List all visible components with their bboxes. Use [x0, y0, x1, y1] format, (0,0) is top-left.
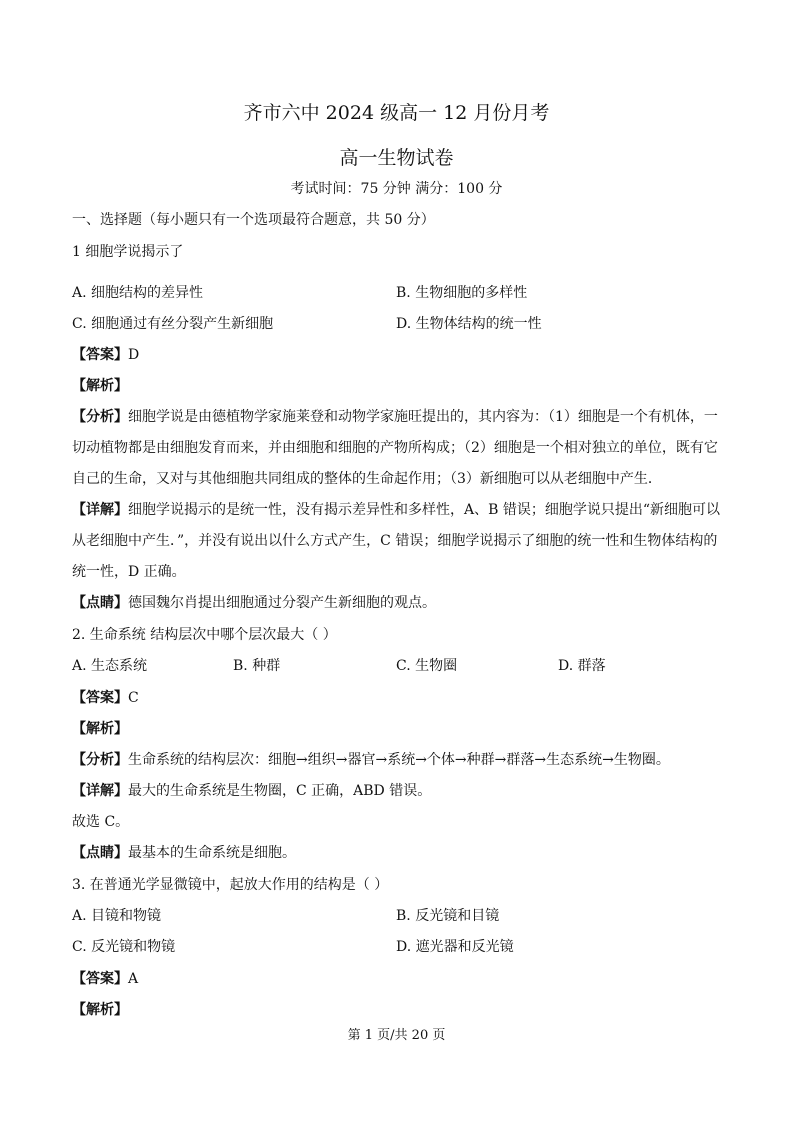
dianjing-text: 德国魏尔肖提出细胞通过分裂产生新细胞的观点。	[128, 595, 436, 611]
q2-answer	[72, 688, 139, 708]
q2-fenxi	[72, 750, 670, 770]
q1-option-d: D. 生物体结构的统一性	[396, 316, 542, 332]
answer-tag: 【答案】	[72, 971, 128, 987]
q1-analysis-tag: 【解析】	[72, 378, 128, 394]
xiangjie-tag: 【详解】	[72, 783, 128, 799]
q1-xiangjie-line-3: 统一性，D 正确。	[72, 564, 186, 580]
q3-stem: 3. 在普通光学显微镜中，起放大作用的结构是（ ）	[72, 877, 389, 893]
q3-answer	[72, 969, 138, 989]
fenxi-text: 细胞学说是由德植物学家施莱登和动物学家施旺提出的，其内容为：（1）细胞是一个有机体，一	[128, 409, 718, 425]
q3-option-c: C. 反光镜和物镜	[72, 939, 176, 955]
dianjing-tag: 【点睛】	[72, 595, 128, 611]
xiangjie-tag: 【详解】	[72, 502, 128, 518]
dianjing-text: 最基本的生命系统是细胞。	[128, 845, 296, 861]
answer-value: A	[128, 971, 139, 987]
q1-fenxi-line-2: 切动植物都是由细胞发育而来，并由细胞和细胞的产物所构成；（2）细胞是一个相对独立的单位，既有它	[72, 440, 718, 456]
q1-xiangjie-line-1	[72, 500, 720, 520]
q3-option-b: B. 反光镜和目镜	[396, 908, 500, 924]
answer-tag: 【答案】	[72, 690, 128, 706]
q2-stem: 2. 生命系统 结构层次中哪个层次最大（ ）	[72, 627, 337, 643]
q1-dianjing	[72, 593, 436, 613]
q3-option-a: A. 目镜和物镜	[72, 908, 162, 924]
section-heading: 一、选择题（每小题只有一个选项最符合题意，共 50 分）	[72, 212, 435, 228]
answer-value: C	[128, 690, 139, 706]
answer-tag: 【答案】	[72, 347, 128, 363]
q1-fenxi-line-1	[72, 407, 718, 427]
q3-option-d: D. 遮光器和反光镜	[396, 939, 514, 955]
page-number: 第 1 页/共 20 页	[347, 1028, 446, 1043]
q2-xiangjie	[72, 781, 431, 801]
exam-title: 齐市六中 2024 级高一 12 月份月考	[243, 102, 550, 124]
q2-option-a: A. 生态系统	[72, 658, 148, 674]
fenxi-text: 生命系统的结构层次：细胞→组织→器官→系统→个体→种群→群落→生态系统→生物圈。	[128, 752, 670, 768]
q1-fenxi-line-3: 自己的生命，又对与其他细胞共同组成的整体的生命起作用；（3）新细胞可以从老细胞中产生．	[72, 471, 662, 487]
xiangjie-text: 细胞学说揭示的是统一性，没有揭示差异性和多样性，A、B 错误；细胞学说只提出“新细胞可以	[128, 502, 721, 518]
q1-stem: 1 细胞学说揭示了	[72, 244, 184, 260]
q2-dianjing	[72, 843, 296, 863]
q2-option-c: C. 生物圈	[396, 658, 458, 674]
q1-answer	[72, 345, 139, 365]
answer-value: D	[128, 347, 140, 363]
dianjing-tag: 【点睛】	[72, 845, 128, 861]
q3-analysis-tag: 【解析】	[72, 1002, 128, 1018]
q2-option-b: B. 种群	[233, 658, 281, 674]
xiangjie-text: 最大的生命系统是生物圈，C 正确，ABD 错误。	[128, 783, 432, 799]
fenxi-tag: 【分析】	[72, 752, 128, 768]
q1-option-a: A. 细胞结构的差异性	[72, 285, 204, 301]
q2-option-d: D. 群落	[558, 658, 606, 674]
q2-choose: 故选 C。	[72, 814, 130, 830]
q1-xiangjie-line-2: 从老细胞中产生．”，并没有说出以什么方式产生，C 错误；细胞学说揭示了细胞的统一性和生物体结构的	[72, 533, 718, 549]
exam-subtitle: 高一生物试卷	[339, 147, 454, 169]
q2-analysis-tag: 【解析】	[72, 721, 128, 737]
exam-info: 考试时间：75 分钟 满分：100 分	[290, 181, 503, 197]
q1-option-c: C. 细胞通过有丝分裂产生新细胞	[72, 316, 274, 332]
fenxi-tag: 【分析】	[72, 409, 128, 425]
q1-option-b: B. 生物细胞的多样性	[396, 285, 528, 301]
